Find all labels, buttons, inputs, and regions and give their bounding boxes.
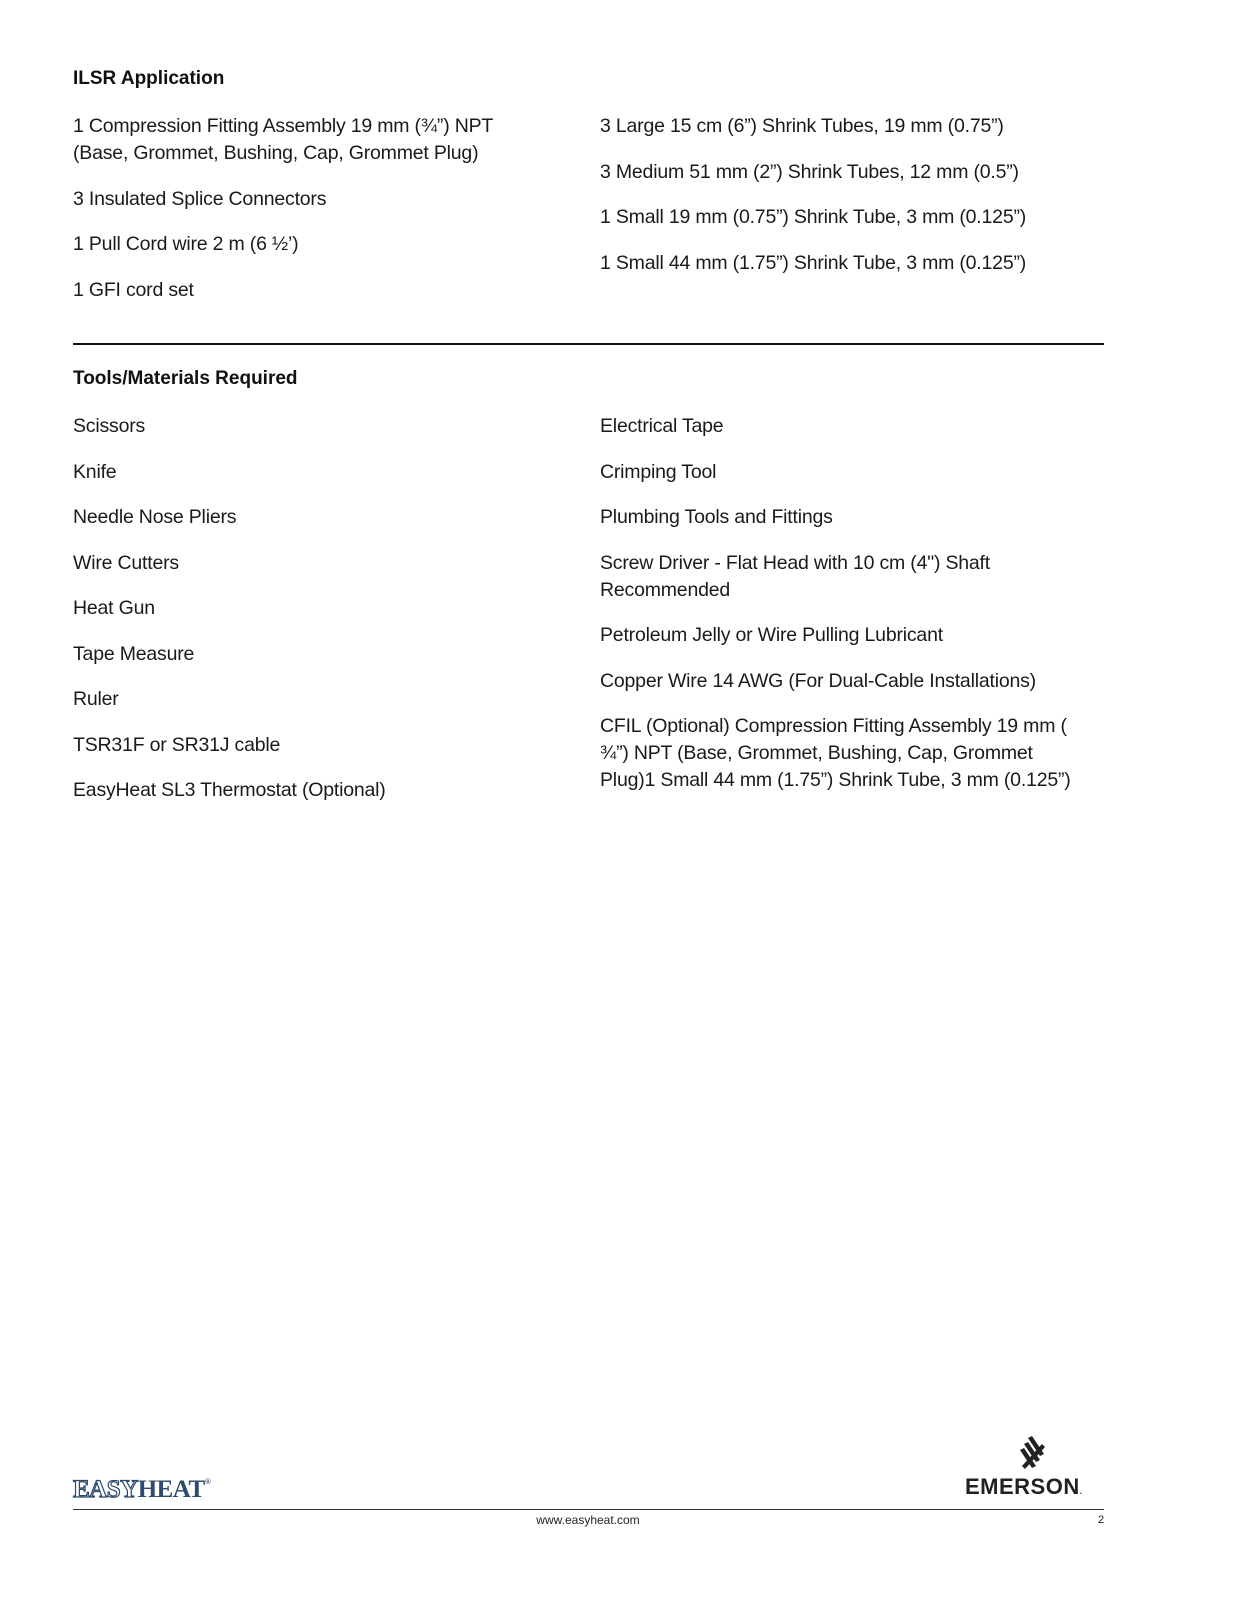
list-item: Screw Driver - Flat Head with 10 cm (4") Shaft Recommended — [600, 551, 990, 601]
list-item: Petroleum Jelly or Wire Pulling Lubricant — [600, 624, 943, 646]
tools-section-title: Tools/Materials Required — [73, 368, 298, 389]
ilsr-section-title: ILSR Application — [73, 68, 225, 89]
list-item: Ruler — [73, 688, 119, 710]
section-divider — [73, 343, 1104, 345]
registered-mark: ® — [204, 1477, 211, 1486]
list-item: 3 Medium 51 mm (2”) Shrink Tubes, 12 mm (0.5”) — [600, 160, 1019, 183]
list-item: 1 Small 44 mm (1.75”) Shrink Tube, 3 mm (0.125”) — [600, 251, 1027, 274]
list-item: Heat Gun — [73, 597, 155, 619]
easyheat-logo-easy: EASY — [73, 1476, 138, 1503]
emerson-wordmark-suffix: . — [1079, 1487, 1083, 1496]
footer-divider — [73, 1509, 1104, 1510]
list-item: Electrical Tape — [600, 415, 724, 437]
emerson-wordmark-text: EMERSON — [965, 1474, 1080, 1499]
footer-url: www.easyheat.com — [536, 1513, 640, 1527]
ilsr-left-list — [73, 113, 543, 322]
list-item: Tape Measure — [73, 642, 195, 665]
list-item: 1 GFI cord set — [73, 278, 194, 301]
list-item: Scissors — [73, 415, 146, 437]
list-item: Knife — [73, 460, 117, 483]
page-number: 2 — [1098, 1514, 1105, 1526]
list-item: Copper Wire 14 AWG (For Dual-Cable Installations) — [600, 669, 1036, 692]
emerson-wordmark — [965, 1474, 1105, 1500]
tools-left-list — [73, 413, 543, 823]
list-item: CFIL (Optional) Compression Fitting Assembly 19 mm ( ¾”) NPT (Base, Grommet, Bushing, Cap, Grommet Plug)1 Small 44 mm (1.75”) Shrink Tube, 3 mm (0.125”) — [600, 715, 1071, 791]
list-item: Wire Cutters — [73, 551, 179, 574]
list-item: 1 Pull Cord wire 2 m (6 ½’) — [73, 233, 299, 255]
list-item: Crimping Tool — [600, 460, 717, 483]
emerson-logo — [965, 1436, 1105, 1500]
list-item: Needle Nose Pliers — [73, 506, 237, 528]
list-item: EasyHeat SL3 Thermostat (Optional) — [73, 779, 386, 801]
list-item: 3 Insulated Splice Connectors — [73, 187, 327, 210]
easyheat-logo — [73, 1472, 210, 1502]
list-item: 3 Large 15 cm (6”) Shrink Tubes, 19 mm (0.75”) — [600, 115, 1004, 137]
tools-right-list — [600, 413, 1090, 813]
easyheat-logo-heat: HEAT — [137, 1476, 205, 1503]
list-item: TSR31F or SR31J cable — [73, 733, 281, 756]
ilsr-right-list — [600, 113, 1090, 295]
list-item: 1 Compression Fitting Assembly 19 mm (¾”) NPT (Base, Grommet, Bushing, Cap, Grommet Plug) — [73, 115, 493, 164]
list-item: 1 Small 19 mm (0.75”) Shrink Tube, 3 mm (0.125”) — [600, 206, 1027, 228]
emerson-mark-icon — [1018, 1436, 1048, 1474]
list-item: Plumbing Tools and Fittings — [600, 506, 833, 528]
